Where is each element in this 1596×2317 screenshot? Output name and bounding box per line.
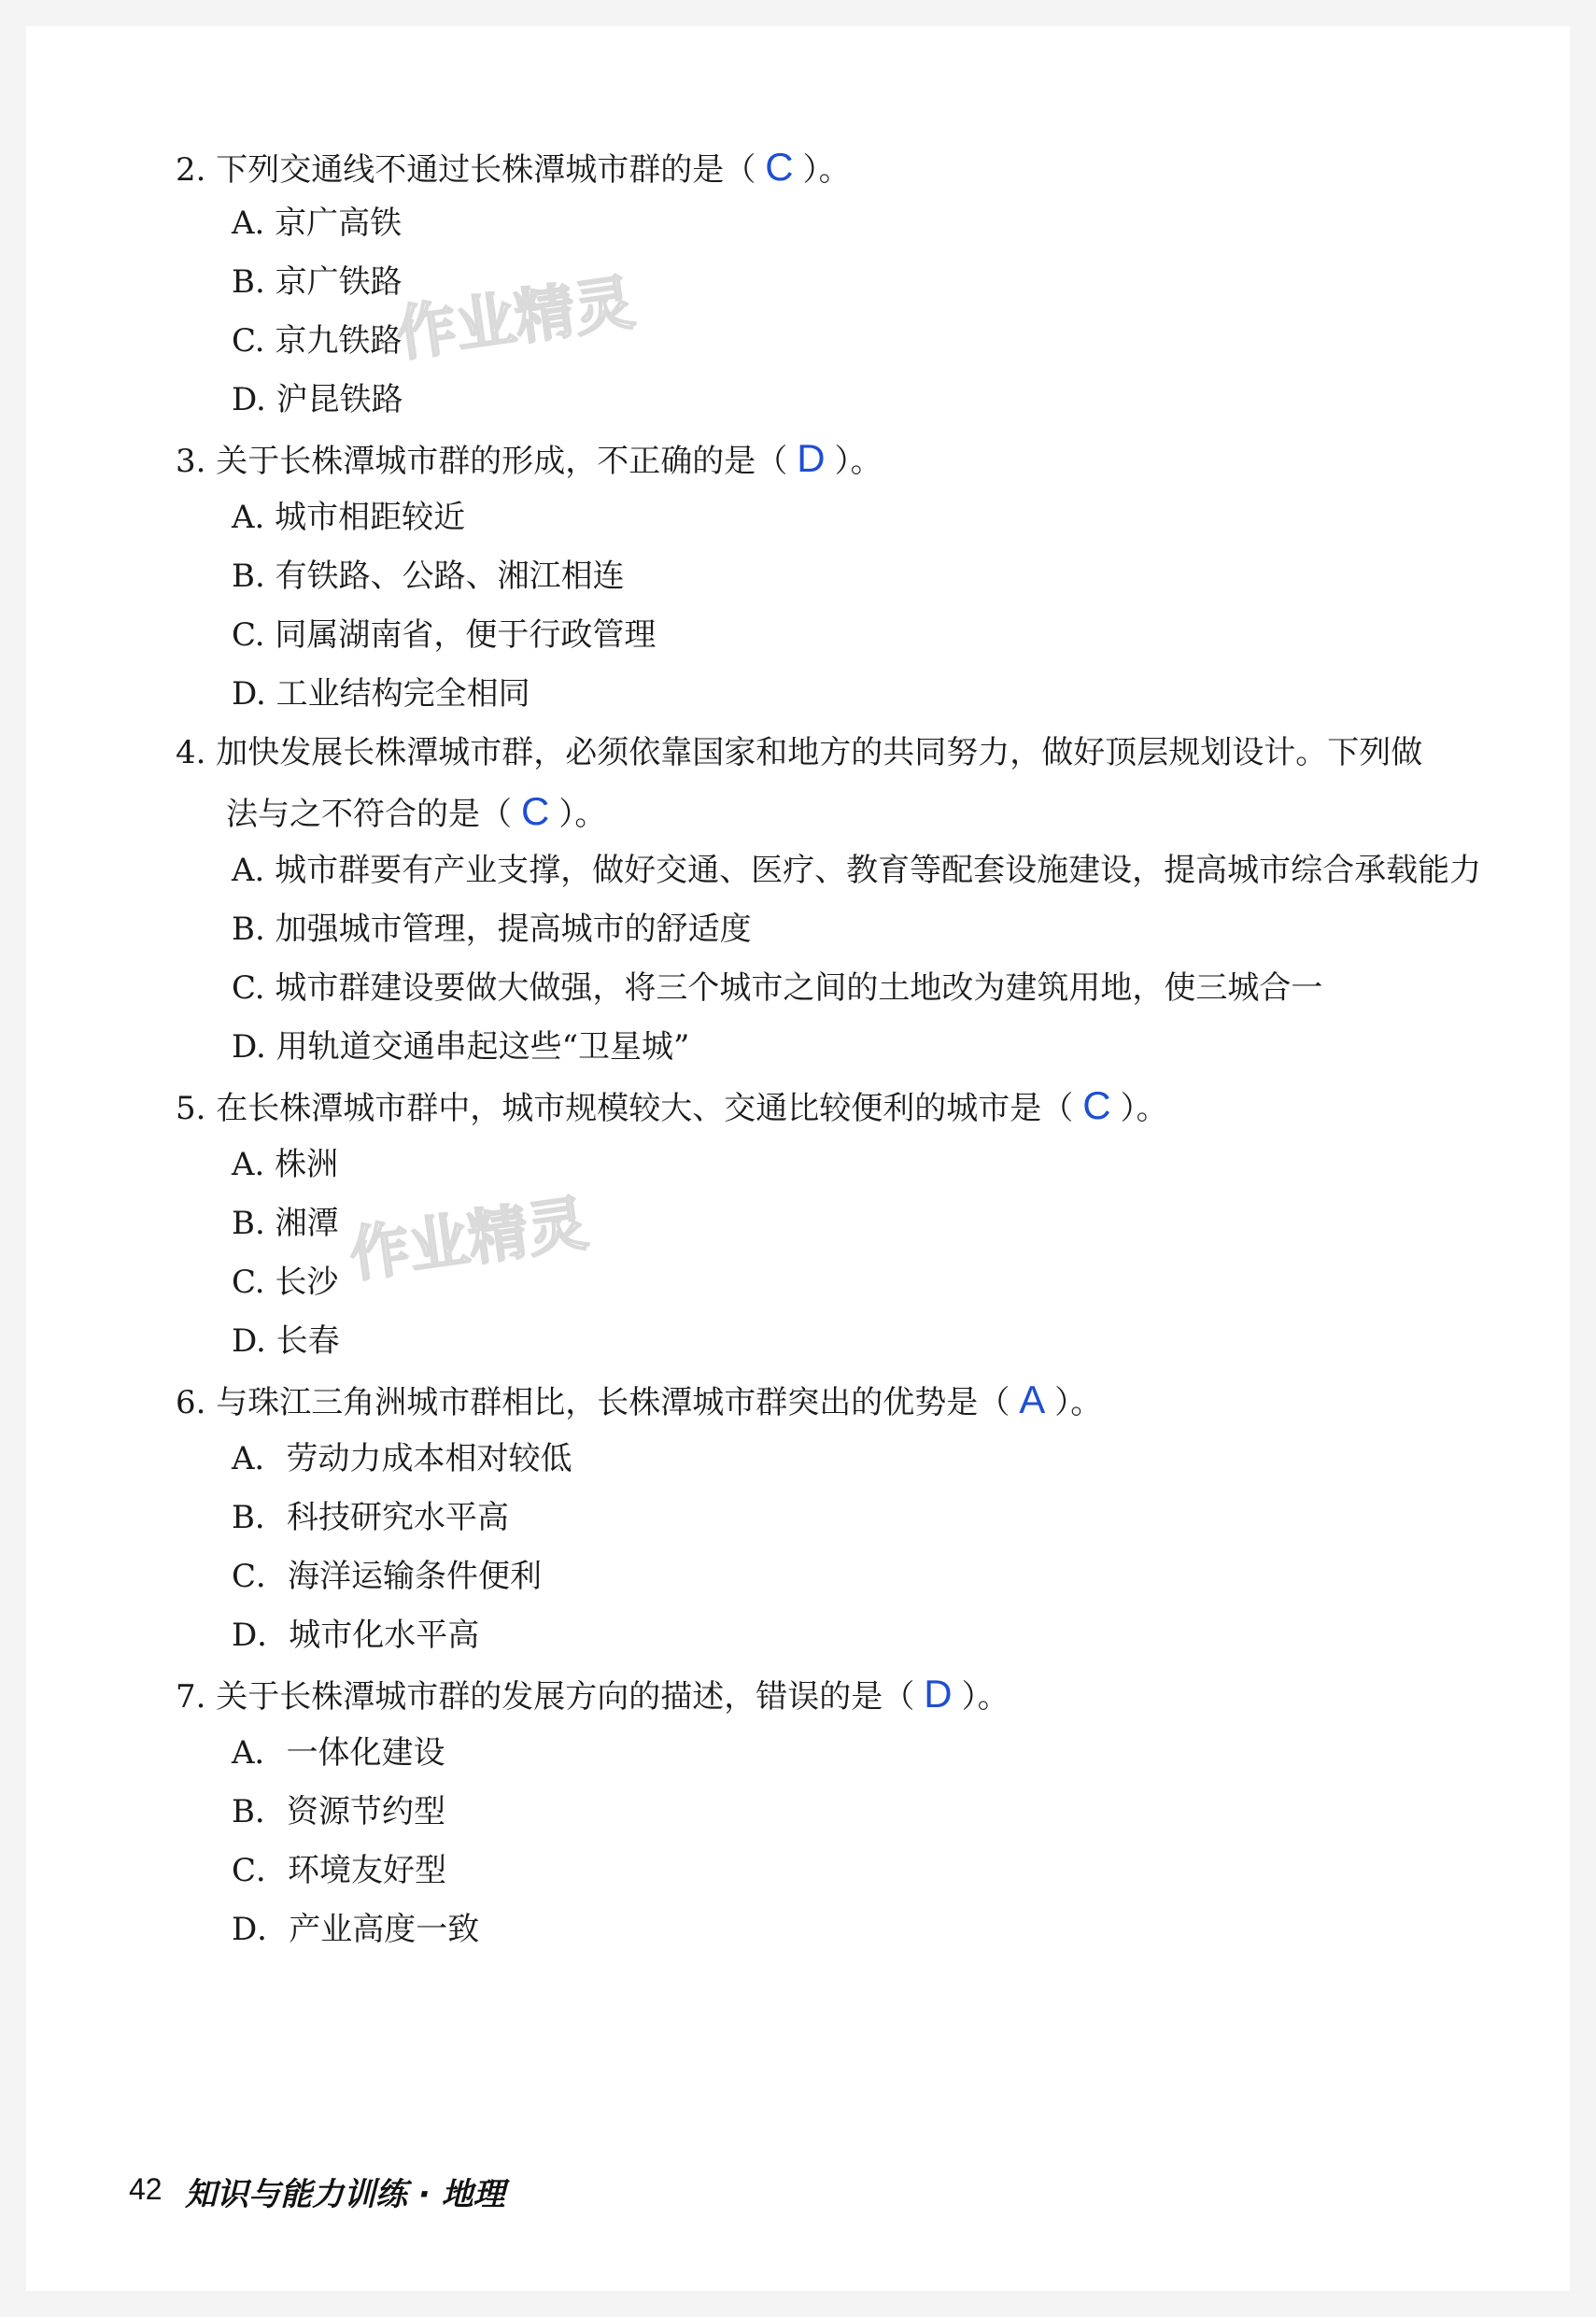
question-stem xyxy=(176,1673,1010,1718)
question-stem-continued xyxy=(226,790,606,836)
question-list xyxy=(26,26,1570,2291)
option: D. 长春 xyxy=(232,1322,340,1360)
answer-mark: C xyxy=(1082,1083,1111,1127)
question-stem xyxy=(176,437,883,483)
question-stem xyxy=(176,146,851,191)
option: A. 城市群要有产业支撑，做好交通、医疗、教育等配套设施建设，提高城市综合承载能力 xyxy=(232,852,1482,889)
watermark: 作业精灵 xyxy=(345,1189,592,1292)
question-number: 6. xyxy=(176,1384,206,1421)
option: B. 湘潭 xyxy=(232,1205,339,1242)
option: C. 京九铁路 xyxy=(232,322,403,360)
option: C. 长沙 xyxy=(232,1264,339,1301)
watermark: 作业精灵 xyxy=(391,268,639,371)
option: C．海洋运输条件便利 xyxy=(232,1558,543,1595)
option: A．一体化建设 xyxy=(232,1734,445,1772)
question-number: 2. xyxy=(176,151,206,189)
question-stem xyxy=(176,731,1422,774)
question-stem xyxy=(176,1084,1168,1130)
option: B. 加强城市管理，提高城市的舒适度 xyxy=(232,911,752,948)
option: B．资源节约型 xyxy=(232,1793,445,1830)
stem-text-end: ）。 xyxy=(558,796,607,833)
stem-text-end: ）。 xyxy=(834,443,883,480)
option: A. 城市相距较近 xyxy=(232,499,466,536)
option: B. 有铁路、公路、湘江相连 xyxy=(232,558,625,595)
option: A．劳动力成本相对较低 xyxy=(232,1440,572,1477)
question-number: 7. xyxy=(176,1678,206,1716)
stem-text: 与珠江三角洲城市群相比，长株潭城市群突出的优势是（ xyxy=(216,1384,1010,1421)
option: B. 京广铁路 xyxy=(232,263,403,301)
option: D．城市化水平高 xyxy=(232,1617,480,1654)
stem-text-end: ）。 xyxy=(802,151,851,189)
option: D. 沪昆铁路 xyxy=(232,381,403,418)
option: B．科技研究水平高 xyxy=(232,1499,509,1536)
question-stem xyxy=(176,1378,1102,1424)
stem-text: 法与之不符合的是（ xyxy=(226,796,512,833)
answer-mark: C xyxy=(521,789,550,833)
option: A. 株洲 xyxy=(232,1146,339,1183)
stem-text-end: ）。 xyxy=(1054,1384,1103,1421)
page-number: 42 xyxy=(129,2172,162,2206)
stem-text: 关于长株潭城市群的形成，不正确的是（ xyxy=(216,443,788,480)
answer-mark: A xyxy=(1019,1377,1046,1421)
option: C. 城市群建设要做大做强，将三个城市之间的土地改为建筑用地，使三城合一 xyxy=(232,969,1323,1007)
question-number: 5. xyxy=(176,1090,206,1127)
stem-text-end: ）。 xyxy=(1120,1090,1168,1127)
option: C. 同属湖南省，便于行政管理 xyxy=(232,616,657,654)
option: C．环境友好型 xyxy=(232,1852,447,1889)
answer-mark: C xyxy=(765,145,794,189)
stem-text: 加快发展长株潭城市群，必须依靠国家和地方的共同努力，做好顶层规划设计。下列做 xyxy=(216,734,1423,771)
option: A. 京广高铁 xyxy=(232,205,403,242)
stem-text: 下列交通线不通过长株潭城市群的是（ xyxy=(216,151,756,189)
stem-text: 在长株潭城市群中，城市规模较大、交通比较便利的城市是（ xyxy=(216,1090,1074,1127)
answer-mark: D xyxy=(797,436,826,480)
option: D．产业高度一致 xyxy=(232,1911,480,1948)
question-number: 3. xyxy=(176,443,206,480)
stem-text: 关于长株潭城市群的发展方向的描述，错误的是（ xyxy=(216,1678,915,1716)
option: D. 用轨道交通串起这些“卫星城” xyxy=(232,1028,690,1066)
stem-text-end: ）。 xyxy=(961,1678,1010,1716)
book-title: 知识与能力训练 · 地理 xyxy=(185,2176,505,2213)
question-number: 4. xyxy=(176,734,206,771)
answer-mark: D xyxy=(924,1672,953,1716)
option: D. 工业结构完全相同 xyxy=(232,675,530,713)
document-page xyxy=(26,26,1570,2291)
